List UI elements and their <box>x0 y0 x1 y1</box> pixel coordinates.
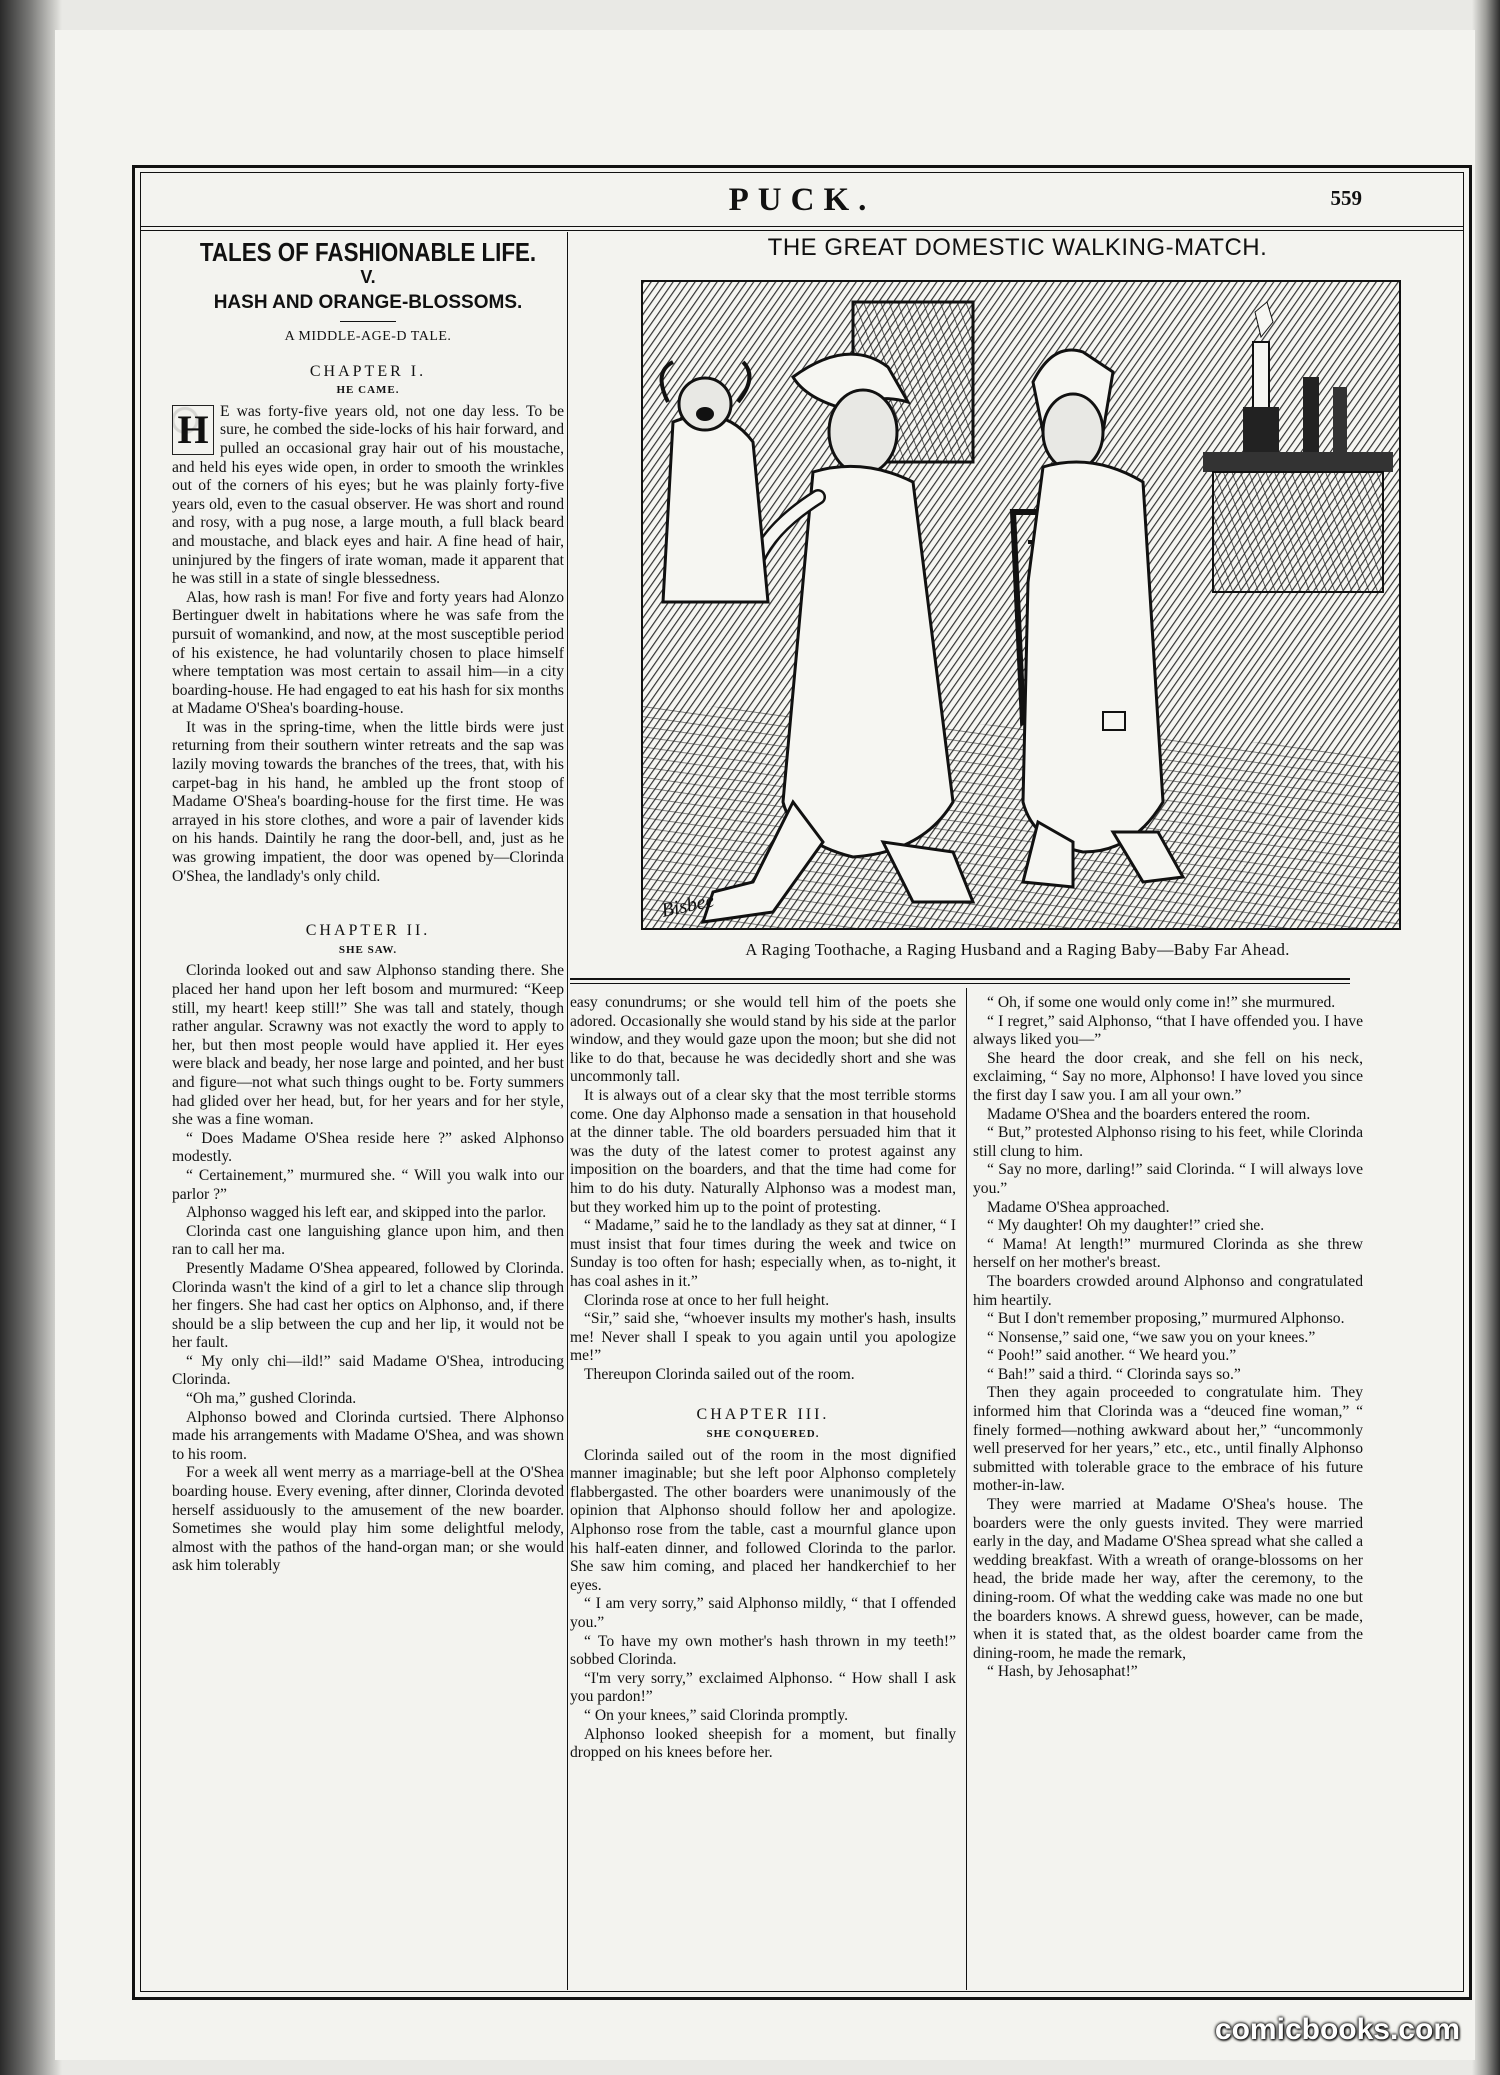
paragraph: easy conundrums; or she would tell him of the poets she adored. Occasionally she would stand by his side at the parlor window, and they would gaze upon the moon; but she did not like to do that, because he was decidedly short and she was uncommonly tall. <box>570 994 956 1086</box>
illustration-engraving <box>643 282 1401 930</box>
scan-edge-right <box>1472 0 1500 2075</box>
paragraph: Madame O'Shea and the boarders entered the room. <box>987 1105 1311 1123</box>
paragraph: “ My daughter! Oh my daughter!” cried she. <box>987 1217 1265 1235</box>
paragraph: “ I regret,” said Alphonso, “that I have offended you. I have always liked you—” <box>973 1012 1363 1049</box>
paragraph: For a week all went merry as a marriage-bell at the O'Shea boarding house. Every evening, after dinner, Clorinda devoted herself assiduously to the amusement of the new boarder. Sometimes she would play him some delightful melody, almost with the pathos of the hand-organ man; or she would ask him tolerably <box>172 1464 564 1575</box>
paragraph: “Sir,” said she, “whoever insults my mother's hash, insults me! Never shall I speak to you again until you apologize me!” <box>570 1310 956 1365</box>
paragraph: Presently Madame O'Shea appeared, followed by Clorinda. Clorinda wasn't the kind of a girl to let a chance slip through her fingers. She had cast her optics on Alphonso, and, if there should be a slip between the cup and her lip, it would not be her fault. <box>172 1259 564 1352</box>
paragraph: They were married at Madame O'Shea's house. The boarders were the only guests invited. They were married early in the day, and Madame O'Shea spread what she called a wedding breakfast. With a wreath of orange-blossoms on her head, the bride made her way, after the ceremony, to the dining-room. Of what the wedding cake was made no one but the boarders knows. A shrewd guess, however, can be made, when it is stated that, as the oldest boarder came from the dining-room, he made the remark, <box>973 1496 1363 1662</box>
column-divider-right <box>966 988 967 1990</box>
paragraph-text: E was forty-five years old, not one day less. To be sure, he combed the side-locks of his hair forward, and pulled an occasional gray hair out of his moustache, and held his eyes wide open, in order to smooth the wrinkles out of the corners of his eyes; but he was plainly forty-five years old, even to the casual observer. He was short and round and rosy, with a pug nose, a large mouth, a full black beard and moustache, and black eyes and hair. A fine head of hair, uninjured by the fingers of irate woman, made it apparent that he was still in a state of single blessedness. <box>172 402 564 588</box>
paragraph: Then they again proceeded to congratulate him. They informed him that Clorinda was a “deuced fine woman,” “ finely formed—nothing awkward about her,” “uncommonly well preserved for her years,” etc., etc., until finally Alphonso submitted with tolerable grace to the embrace of his future mother-in-law. <box>973 1384 1363 1495</box>
paragraph: Alphonso looked sheepish for a moment, but finally dropped on his knees before her. <box>570 1725 956 1762</box>
illustration-signature: Bisbee <box>659 889 717 922</box>
chapter-1-heading: CHAPTER I. <box>309 362 427 380</box>
chapter-3-heading: CHAPTER III. <box>696 1406 830 1424</box>
title-rule <box>340 321 396 322</box>
paragraph: Alphonso bowed and Clorinda curtsied. There Alphonso made his arrangements with Madame O'Shea, and was shown to his room. <box>172 1408 564 1463</box>
paragraph: “ Bah!” said a third. “ Clorinda says so.” <box>987 1365 1241 1383</box>
paragraph: Thereupon Clorinda sailed out of the room. <box>584 1365 855 1383</box>
story-title: TALES OF FASHIONABLE LIFE. <box>199 237 537 267</box>
paragraph: “ My only chi—ild!” said Madame O'Shea, introducing Clorinda. <box>172 1352 564 1389</box>
paragraph: “ Does Madame O'Shea reside here ?” asked Alphonso modestly. <box>172 1129 564 1166</box>
paragraph: The boarders crowded around Alphonso and congratulated him heartily. <box>973 1272 1363 1309</box>
chapter-2-heading: CHAPTER II. <box>305 922 431 940</box>
paragraph: “ To have my own mother's hash thrown in my teeth!” sobbed Clorinda. <box>570 1632 956 1669</box>
watermark: comicbooks.com <box>1214 2013 1460 2046</box>
dropcap-letter: H <box>172 405 214 455</box>
paragraph: “ Pooh!” said another. “ We heard you.” <box>987 1347 1237 1365</box>
illustration <box>641 280 1401 930</box>
paragraph: Clorinda looked out and saw Alphonso standing there. She placed her hand upon her left bosom and murmured: “Keep still, my heart! keep still!” She was tall and stately, though rather angular. Scrawny was not exactly the word to apply to her, but then most people would have applied it. Her eyes were black and beady, her nose large and pointed, and her bust and figure—not what such things ought to be. Forty summers had glided over her head, but, for her years and for her style, she was a fine woman. <box>172 962 564 1129</box>
paragraph: Clorinda cast one languishing glance upon him, and then ran to call her ma. <box>172 1222 564 1259</box>
column-divider-left <box>567 232 568 1990</box>
paragraph: “I'm very sorry,” exclaimed Alphonso. “ How shall I ask you pardon!” <box>570 1669 956 1706</box>
column-middle <box>570 994 956 1763</box>
paragraph: “ Mama! At length!” murmured Clorinda as she threw herself on her mother's breast. <box>973 1235 1363 1272</box>
paragraph: Madame O'Shea approached. <box>987 1198 1170 1216</box>
paragraph: “ Nonsense,” said one, “we saw you on your knees.” <box>987 1328 1316 1346</box>
illustration-caption: A Raging Toothache, a Raging Husband and a Raging Baby—Baby Far Ahead. <box>745 940 1290 959</box>
paragraph: Clorinda sailed out of the room in the most dignified manner imaginable; but she left poor Alphonso completely flabbergasted. The other boarders were unanimously of the opinion that Alphonso should follow her and apologize. Alphonso rose from the table, cast a mournful glance upon his half-eaten dinner, and followed Clorinda to the parlor. She saw him coming, and placed her handkerchief to her eyes. <box>570 1446 956 1594</box>
masthead-rule-top <box>140 226 1464 227</box>
paragraph: “ Say no more, darling!” said Clorinda. “ I will always love you.” <box>973 1161 1363 1197</box>
chapter-1-subheading: HE CAME. <box>336 384 400 397</box>
paragraph: Alphonso wagged his left ear, and skipped into the parlor. <box>186 1204 547 1222</box>
paragraph: “ But,” protested Alphonso rising to his feet, while Clorinda still clung to him. <box>973 1124 1363 1160</box>
illustration-rule-1 <box>570 978 1350 980</box>
paragraph: “ Madame,” said he to the landlady as they sat at dinner, “ I must insist that four times during the week and twice on Sunday is too often for hash; especially when, as to-night, it has coal ashes in it.” <box>570 1217 956 1290</box>
chapter-2-subheading: SHE SAW. <box>338 943 398 956</box>
masthead-title: PUCK. <box>728 182 876 218</box>
paragraph: “Oh ma,” gushed Clorinda. <box>186 1390 357 1408</box>
paragraph: She heard the door creak, and she fell on his neck, exclaiming, “ Say no more, Alphonso! I have loved you since the first day I saw you. I am all your own.” <box>973 1049 1363 1104</box>
paragraph: It was in the spring-time, when the little birds were just returning from their southern winter retreats and the sap was lazily moving towards the branches of the trees, that, with his carpet-bag in his hand, he ambled up the front stoop of Madame O'Shea's boarding-house for the first time. He was arrayed in his store clothes, and wore a pair of lavender kids on his hands. Daintily he rang the door-bell, and, just as he was growing impatient, the door was opened by—Clorinda O'Shea, the landlady's only child. <box>172 718 564 885</box>
paragraph: It is always out of a clear sky that the most terrible storms come. One day Alphonso made a sensation in that household at the dinner table. The old boarders persuaded him that it was the duty of the latest comer to protest against any imposition on the boarders, and that the time had come for him to do his duty. Naturally Alphonso was a modest man, but they worked him up to the point of protesting. <box>570 1086 956 1216</box>
story-subtitle: HASH AND ORANGE-BLOSSOMS. <box>213 292 523 313</box>
page-number: 559 <box>1330 186 1362 210</box>
paragraph: “ But I don't remember proposing,” murmured Alphonso. <box>987 1310 1345 1328</box>
paragraph: Alas, how rash is man! For five and forty years had Alonzo Bertinguer dwelt in habitations where he was safe from the pursuit of womankind, and now, at the most susceptible period of his existence, he had voluntarily chosen to place himself where temptation was most certain to assail him—in a city boarding-house. He had engaged to eat his hash for six months at Madame O'Shea's boarding-house. <box>172 588 564 718</box>
paragraph: Clorinda rose at once to her full height. <box>584 1291 830 1309</box>
scan-edge-left <box>0 0 62 2075</box>
paragraph <box>172 403 564 589</box>
paragraph: “ Certainement,” murmured she. “ Will you walk into our parlor ?” <box>172 1166 564 1203</box>
story-tagline: A MIDDLE-AGE-D TALE. <box>284 329 452 344</box>
illustration-rule-2 <box>570 983 1350 984</box>
paragraph: “ I am very sorry,” said Alphonso mildly, “ that I offended you.” <box>570 1595 956 1631</box>
chapter-3-subheading: SHE CONQUERED. <box>706 1428 820 1441</box>
paragraph: “ Oh, if some one would only come in!” she murmured. <box>987 994 1336 1011</box>
story-number: V. <box>360 267 376 287</box>
masthead <box>140 180 1464 230</box>
column-right <box>973 994 1363 1682</box>
column-left <box>172 237 564 1576</box>
masthead-rule-bottom <box>140 230 1464 231</box>
paragraph: “ On your knees,” said Clorinda promptly. <box>584 1706 849 1724</box>
paragraph: “ Hash, by Jehosaphat!” <box>987 1663 1138 1681</box>
illustration-title: THE GREAT DOMESTIC WALKING-MATCH. <box>767 234 1268 261</box>
